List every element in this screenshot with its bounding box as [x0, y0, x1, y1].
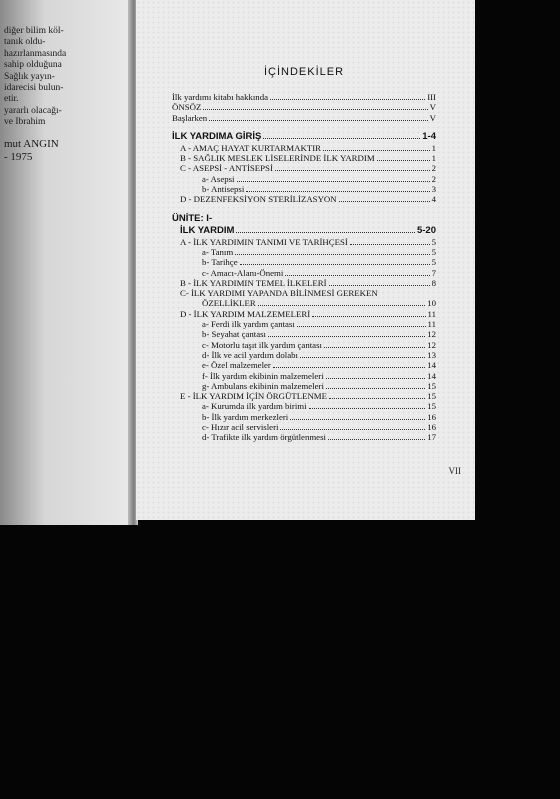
toc-entry-label: b- İlk yardım merkezleri — [202, 411, 289, 422]
place-year: - 1975 — [4, 150, 33, 163]
toc-entry — [172, 153, 436, 163]
toc-entry-label: İlk yardımı kitabı hakkında — [172, 92, 269, 102]
toc-leader-dots — [246, 191, 429, 192]
toc-leader-dots — [203, 109, 427, 110]
toc-entry-page: V — [429, 102, 436, 113]
toc-entry — [172, 401, 436, 411]
toc-entry — [172, 381, 436, 391]
toc-entry — [172, 213, 436, 225]
toc-entry — [172, 257, 436, 267]
toc-entry-label: İLK YARDIM — [180, 224, 235, 236]
toc-entry-page: V — [429, 112, 436, 123]
toc-leader-dots — [209, 120, 427, 121]
toc-leader-dots — [309, 408, 426, 409]
toc-leader-dots — [312, 316, 425, 317]
toc-spacer — [172, 205, 436, 213]
toc-leader-dots — [285, 275, 429, 276]
toc-entry-page: 7 — [431, 267, 436, 278]
toc-entry-page: 15 — [427, 391, 436, 402]
toc-leader-dots — [323, 150, 430, 151]
toc-leader-dots — [263, 138, 420, 139]
toc-entry-label: c- Hızır acil servisleri — [202, 422, 279, 433]
toc-entry-label: a- Kurumda ilk yardım birimi — [202, 401, 307, 412]
toc-entry-label: B - SAĞLIK MESLEK LİSELERİNDE İLK YARDIM — [180, 153, 375, 164]
toc-entry — [172, 184, 436, 194]
toc-entry-label: c- Amacı-Alanı-Önemi — [202, 267, 284, 278]
toc-leader-dots — [300, 357, 425, 358]
toc-entry-label: g- Ambulans ekibinin malzemeleri — [202, 380, 324, 391]
toc-leader-dots — [268, 336, 425, 337]
toc-entry — [172, 298, 436, 308]
toc-entry-page: 1 — [431, 153, 436, 164]
toc-entry — [172, 247, 436, 257]
toc-entry-label: A - AMAÇ HAYAT KURTARMAKTIR — [180, 142, 322, 153]
toc-entry-label: b- Antisepsi — [202, 184, 245, 195]
toc-leader-dots — [329, 285, 430, 286]
toc-leader-dots — [350, 244, 430, 245]
left-line: yararlı olacağı- — [4, 105, 62, 116]
toc-entry-label: D - İLK YARDIM MALZEMELERİ — [180, 308, 311, 319]
left-line: hazırlanmasında — [4, 48, 67, 59]
toc-entry-label: b- Tarihçe — [202, 257, 238, 268]
left-line: Sağlık yayın- — [4, 71, 55, 82]
toc-leader-dots — [280, 429, 425, 430]
toc-entry-page: 3 — [431, 184, 436, 195]
toc-entry — [172, 237, 436, 247]
toc-entry-page: III — [427, 92, 436, 102]
toc-entry-page: 10 — [427, 298, 436, 309]
toc-entry — [172, 194, 436, 204]
toc-entry-label: a- Asepsi — [202, 173, 235, 184]
toc-entry-page: 14 — [427, 360, 436, 371]
toc-entry-page: 5 — [431, 257, 436, 268]
toc-leader-dots — [339, 201, 430, 202]
toc-entry-page: 11 — [427, 319, 436, 330]
toc-entry — [172, 350, 436, 360]
toc-leader-dots — [328, 439, 425, 440]
toc-entry-page: 1-4 — [422, 130, 436, 142]
toc-entry-label: D - DEZENFEKSİYON STERİLİZASYON — [180, 194, 337, 205]
toc-entry-page: 17 — [427, 432, 436, 443]
toc-entry — [172, 278, 436, 288]
toc-entry-page: 16 — [427, 422, 436, 433]
toc-entry-label: d- İlk ve acil yardım dolabı — [202, 349, 299, 360]
toc-entry — [172, 432, 436, 442]
toc-entry-label: d- Trafikte ilk yardım örgütlenmesi — [202, 432, 326, 443]
toc-leader-dots — [377, 160, 430, 161]
toc-entry-page: 5 — [431, 246, 436, 257]
toc-entry-page: 5 — [431, 236, 436, 247]
toc-entry — [172, 143, 436, 153]
left-line: sahip olduğuna — [4, 60, 62, 71]
toc-entry-page: 5-20 — [416, 224, 436, 236]
toc-entry — [172, 288, 436, 298]
toc-entry — [172, 102, 436, 112]
toc-entry — [172, 225, 436, 237]
toc-leader-dots — [237, 181, 430, 182]
toc-spacer — [172, 123, 436, 131]
toc-entry-page: 16 — [427, 411, 436, 422]
toc-entry — [172, 340, 436, 350]
toc-entry-label: a- Tanım — [202, 246, 234, 257]
toc-entry-label: İLK YARDIMA GİRİŞ — [172, 130, 262, 142]
toc-entry — [172, 174, 436, 184]
toc-entry-page: 2 — [431, 163, 436, 174]
toc-leader-dots — [235, 254, 429, 255]
toc-entry-label: ÖNSÖZ — [172, 102, 202, 113]
toc-entry-page: 8 — [431, 277, 436, 288]
toc-leader-dots — [275, 170, 430, 171]
toc-entry — [172, 422, 436, 432]
author-name: mut ANGIN — [4, 137, 59, 150]
toc-entry-page: 13 — [427, 349, 436, 360]
left-line: etir. — [4, 94, 19, 105]
toc-leader-dots — [290, 419, 425, 420]
toc-entry-label: e- Özel malzemeler — [202, 360, 271, 371]
toc-leader-dots — [297, 326, 426, 327]
toc-entry-page: 12 — [427, 339, 436, 350]
toc-entry-page: 15 — [427, 401, 436, 412]
toc-leader-dots — [273, 367, 425, 368]
toc-entry — [172, 329, 436, 339]
toc-entry-label: c- Motorlu taşıt ilk yardım çantası — [202, 339, 322, 350]
left-line: diğer bilim köl- — [4, 26, 64, 36]
toc-entry — [172, 391, 436, 401]
left-line: idarecisi bulun- — [4, 83, 64, 94]
left-page — [0, 0, 128, 525]
toc-entry — [172, 163, 436, 173]
toc-entry-page: 4 — [431, 194, 436, 205]
toc-leader-dots — [240, 264, 430, 265]
toc-entry-page: 2 — [431, 173, 436, 184]
toc-entry-label: ÖZELLİKLER — [202, 298, 256, 309]
toc-entry-label: ÜNİTE: I- — [172, 212, 213, 224]
toc-leader-dots — [326, 378, 426, 379]
toc-entry-label: f- İlk yardım ekibinin malzemeleri — [202, 370, 324, 381]
toc-leader-dots — [326, 388, 425, 389]
toc-entry — [172, 371, 436, 381]
toc-list — [172, 92, 436, 443]
page-number: VII — [448, 466, 461, 476]
toc-entry-label: B - İLK YARDIMIN TEMEL İLKELERİ — [180, 277, 327, 288]
toc-leader-dots — [324, 347, 425, 348]
left-line: ve İbrahim — [4, 117, 46, 128]
toc-entry — [172, 113, 436, 123]
toc-entry-label: A - İLK YARDIMIN TANIMI VE TARİHÇESİ — [180, 236, 348, 247]
toc-entry-page: 15 — [427, 380, 436, 391]
left-page-text — [4, 26, 124, 164]
toc-entry — [172, 360, 436, 370]
toc-entry — [172, 412, 436, 422]
toc-leader-dots — [236, 232, 415, 233]
right-page — [136, 0, 475, 520]
toc-entry-label: E - İLK YARDIM İÇİN ÖRGÜTLENME — [180, 391, 328, 402]
toc-entry-label: Başlarken — [172, 112, 208, 123]
toc-entry-label: a- Ferdi ilk yardım çantası — [202, 319, 295, 330]
toc-entry-page: 14 — [427, 370, 436, 381]
toc-entry — [172, 131, 436, 143]
toc-entry-label: C- İLK YARDIMI YAPANDA BİLİNMESİ GEREKEN — [180, 288, 378, 299]
toc-entry — [172, 309, 436, 319]
toc-entry — [172, 268, 436, 278]
toc-entry-page: 12 — [427, 329, 436, 340]
toc-entry-label: b- Seyahat çantası — [202, 329, 266, 340]
toc-leader-dots — [270, 99, 425, 100]
toc-entry-page: 1 — [431, 142, 436, 153]
toc-leader-dots — [258, 305, 425, 306]
toc-entry-page: 11 — [427, 308, 436, 319]
toc-entry — [172, 319, 436, 329]
toc-entry-label: C - ASEPSİ - ANTİSEPSİ — [180, 163, 273, 174]
table-of-contents — [172, 66, 436, 443]
toc-leader-dots — [329, 398, 425, 399]
toc-entry — [172, 92, 436, 102]
toc-title: İÇİNDEKİLER — [263, 66, 345, 78]
left-line: tanık oldu- — [4, 37, 46, 48]
